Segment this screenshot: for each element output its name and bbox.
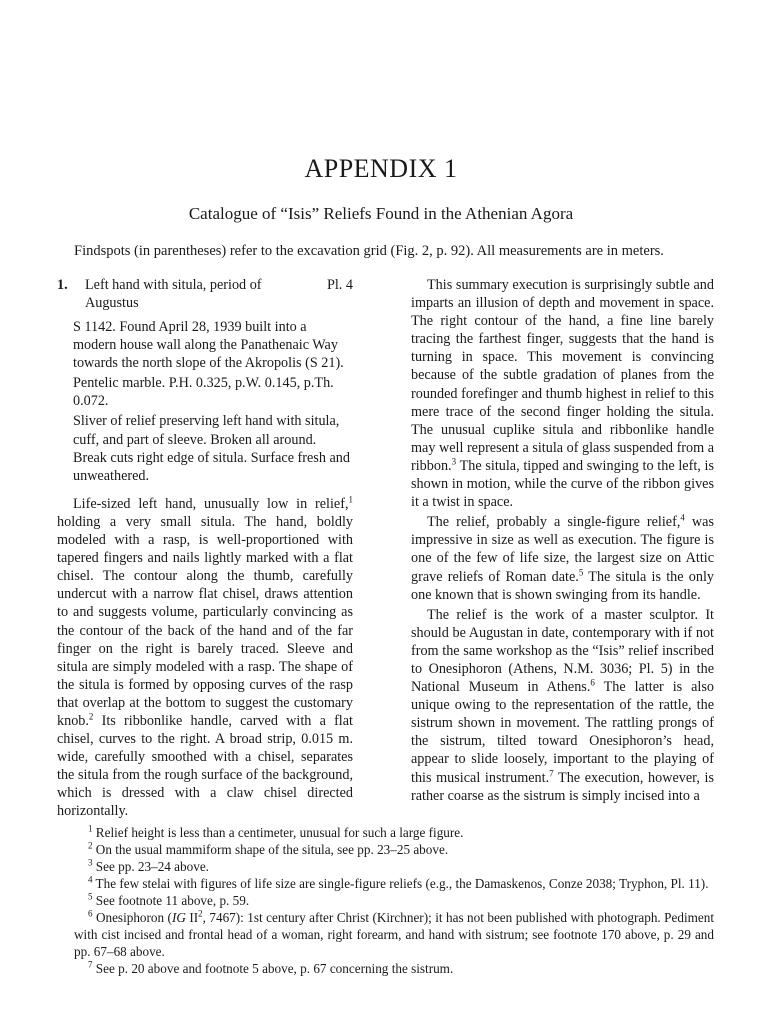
- footnote-ref: 6: [590, 677, 595, 688]
- footnotes: [74, 824, 714, 977]
- footnote-7: $^7$ See p. 20 above and footnote 5 above, p. 67 concerning the sistrum.: [88, 959, 454, 976]
- footnote-ref: 5: [578, 566, 584, 577]
- intro-note: Findspots (in parentheses) refer to the excavation grid (Fig. 2, p. 92). All measurements are in meters.: [74, 243, 664, 259]
- footnote-5: $^5$ See footnote 11 above, p. 59.: [88, 891, 250, 908]
- entry-details: [73, 318, 353, 485]
- footnote-4: $^4$ The few stelai with figures of life size are single-figure reliefs (e.g., the Damaskenos, Conze 2038; Tryphon, Pl. 11).: [88, 874, 709, 891]
- right-column: [411, 276, 714, 807]
- footnote-ref: 2: [88, 711, 94, 722]
- entry-condition: Sliver of relief preserving left hand with situla, cuff, and part of sleeve. Broken all around. Break cuts right edge of situla. Surface fresh and unweathered.: [73, 413, 350, 484]
- footnote-2: $^2$ On the usual mammiform shape of the situla, see pp. 23–25 above.: [88, 840, 449, 857]
- entry-heading: [57, 276, 353, 314]
- entry-number: 1.: [57, 277, 68, 293]
- body-paragraph: The relief is the work of a master sculptor. It should be Augustan in date, contemporary with if not from the same workshop as the “Isis” relief inscribed to Onesiphoron (Athens, N.M. 3036; Pl. 5) in the National Museum in Athens.$^6$ The latter is also unique owing to the representation of the rattle, the sistrum shown in movement. The rattling prongs of the sistrum, tilted toward Onesiphoron’s head, appear to slide loosely, important to the playing of this musical instrument.$^7$ The execution, however, is rather coarse as the sistrum is simply incised into a: [411, 606, 714, 804]
- footnote-ref: 1: [348, 494, 353, 505]
- entry-find-info: S 1142. Found April 28, 1939 built into a modern house wall along the Panathenaic Way towards the north slope of the Akropolis (S 21).: [73, 319, 344, 372]
- footnote-ref: 3: [451, 456, 457, 467]
- entry-material: Pentelic marble. P.H. 0.325, p.W. 0.145, p.Th. 0.072.: [73, 375, 334, 410]
- entry-plate-ref: Pl. 4: [326, 277, 353, 293]
- description-paragraph: Life-sized left hand, unusually low in relief,$^1$ holding a very small situla. The hand, boldly modeled with a rasp, is well-proportioned with tapered fingers and nails lightly marked with a flat chisel. The contour along the thumb, carefully undercut with a narrow flat chisel, draws attention to and suggests volume, particularly convincing as the contour of the back of the hand and of the far finger on the right is barely traced. Sleeve and situla are simply modeled with a rasp. The shape of the situla is formed by opposing curves of the rasp that overlap at the bottom to suggest the customary knob.$^2$ Its ribbonlike handle, carved with a flat chisel, curves to the right. A broad strip, 0.015 m. wide, carefully smoothed with a chisel, separates the situla from the rough surface of the background, which is dressed with a claw chisel directed horizontally.: [57, 494, 353, 820]
- footnote-ref: 4: [680, 512, 685, 523]
- footnote-3: $^3$ See pp. 23–24 above.: [88, 857, 209, 874]
- footnote-6: $^6$ Onesiphoron (IG $II^2$, 7467): 1st century after Christ (Kirchner); it has not been published with photograph. Pediment with cist incised and frontal head of a woman, right forearm, and hand with sistrum; see footnote 170 above, p. 29 and pp. 67–68 above.: [74, 908, 714, 959]
- body-paragraph: The relief, probably a single-figure relief,$^4$ was impressive in size as well as execution. The figure is one of the few of life size, the largest size on Attic grave reliefs of Roman date.$^5$ The situla is the only one known that is shown swinging from its handle.: [411, 512, 714, 603]
- footnote-ref: 7: [549, 767, 554, 778]
- catalogue-subtitle: Catalogue of “Isis” Reliefs Found in the Athenian Agora: [188, 204, 574, 223]
- body-paragraph: This summary execution is surprisingly subtle and imparts an illusion of depth and movement in space. The right contour of the hand, a fine line barely tracing the farthest finger, suggests that the hand is turning in space. This movement is convincing because of the subtle gradation of planes from the rounded forefinger and thumb highest in relief to this mere trace of the second finger holding the situla. The unusual cuplike situla and ribbonlike handle may well represent a situla of glass suspended from a ribbon.$^3$ The situla, tipped and swinging to the left, is shown in motion, while the curve of the ribbon gives it a twist in space.: [411, 277, 714, 511]
- appendix-title: APPENDIX 1: [304, 154, 458, 183]
- footnote-1: $^1$ Relief height is less than a centimeter, unusual for such a large figure.: [88, 823, 464, 840]
- left-column: [57, 276, 353, 823]
- entry-title: Left hand with situla, period of Augustus: [85, 277, 262, 312]
